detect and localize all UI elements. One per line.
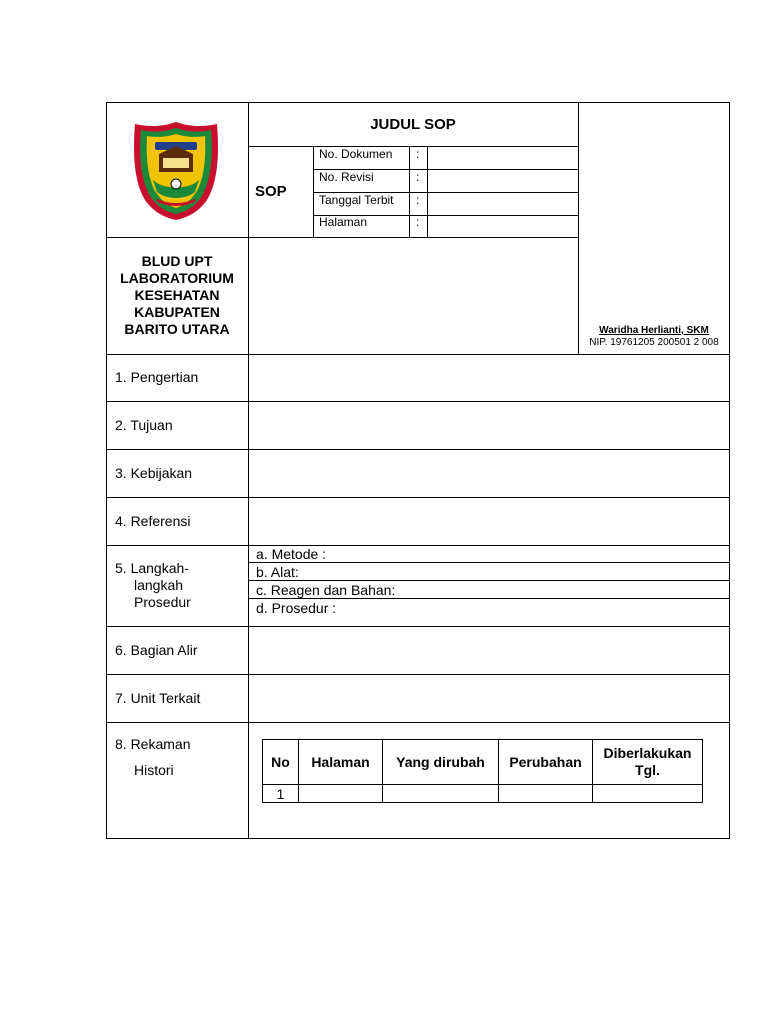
section-pengertian-label: 1. Pengertian [115,369,199,385]
section-line [106,497,730,498]
table-cell[interactable] [593,785,703,803]
table-cell[interactable] [299,785,383,803]
section-label-line: langkah [134,577,184,593]
regency-logo [133,120,219,222]
procedure-line [248,598,730,599]
field-tanggal-terbit-value[interactable] [428,193,578,215]
section-line [106,449,730,450]
section-label-line: Histori [134,762,174,778]
section-rekaman-label [115,731,190,783]
table-row [263,785,703,803]
field-no-revisi-label: No. Revisi [319,170,374,184]
history-table [262,739,703,803]
procedure-line [248,580,730,581]
institution-line: BLUD UPT [141,253,213,269]
sop-label: SOP [255,183,287,200]
field-no-dokumen-value[interactable] [428,147,578,169]
section-unit-terkait-label: 7. Unit Terkait [115,690,201,706]
document-title: JUDUL SOP [370,116,456,133]
logo-separator [106,237,578,238]
procedure-metode: a. Metode : [256,546,327,562]
column-header: No [263,740,299,785]
field-halaman-label: Halaman [319,215,368,229]
section-referensi-label: 4. Referensi [115,513,191,529]
column-header: Halaman [299,740,383,785]
field-no-dokumen-sep: : [416,147,420,161]
field-no-revisi-value[interactable] [428,170,578,192]
table-header-row [263,740,703,785]
procedure-reagen: c. Reagen dan Bahan: [256,582,396,598]
section-line [106,354,730,355]
section-tujuan-label: 2. Tujuan [115,417,173,433]
signer-nip: NIP. 19761205 200501 2 008 [589,337,719,348]
table-cell[interactable]: 1 [263,785,299,803]
field-tanggal-terbit-sep: : [416,193,420,207]
signature-divider [578,102,579,354]
field-no-dokumen-label: No. Dokumen [319,147,393,161]
procedure-line [248,562,730,563]
field-halaman-value[interactable] [428,215,578,237]
section-bagian-alir-label: 6. Bagian Alir [115,642,198,658]
institution-line: KESEHATAN [134,287,220,303]
institution-line: KABUPATEN [134,304,220,320]
section-line [106,626,730,627]
procedure-prosedur: d. Prosedur : [256,600,337,616]
field-tanggal-terbit-label: Tanggal Terbit [319,193,394,207]
column-divider [248,102,249,839]
section-line [106,674,730,675]
regency-emblem-icon [133,120,219,222]
section-line [106,401,730,402]
institution-name [106,253,248,338]
institution-line: LABORATORIUM [120,270,234,286]
signer-name: Waridha Herlianti, SKM [599,325,709,336]
table-cell[interactable] [499,785,593,803]
institution-line: BARITO UTARA [124,321,230,337]
section-label-line: Prosedur [134,594,191,610]
column-header: Perubahan [499,740,593,785]
field-no-revisi-sep: : [416,170,420,184]
section-label-line: 8. Rekaman [115,736,191,752]
section-line [106,722,730,723]
field-halaman-sep: : [416,215,420,229]
section-label-line: 5. Langkah- [115,560,189,576]
section-prosedur-label [115,560,191,611]
column-header: Yang dirubah [383,740,499,785]
table-cell[interactable] [383,785,499,803]
section-kebijakan-label: 3. Kebijakan [115,465,193,481]
section-line [106,545,730,546]
column-header: Diberlakukan Tgl. [593,740,703,785]
procedure-alat: b. Alat: [256,564,299,580]
